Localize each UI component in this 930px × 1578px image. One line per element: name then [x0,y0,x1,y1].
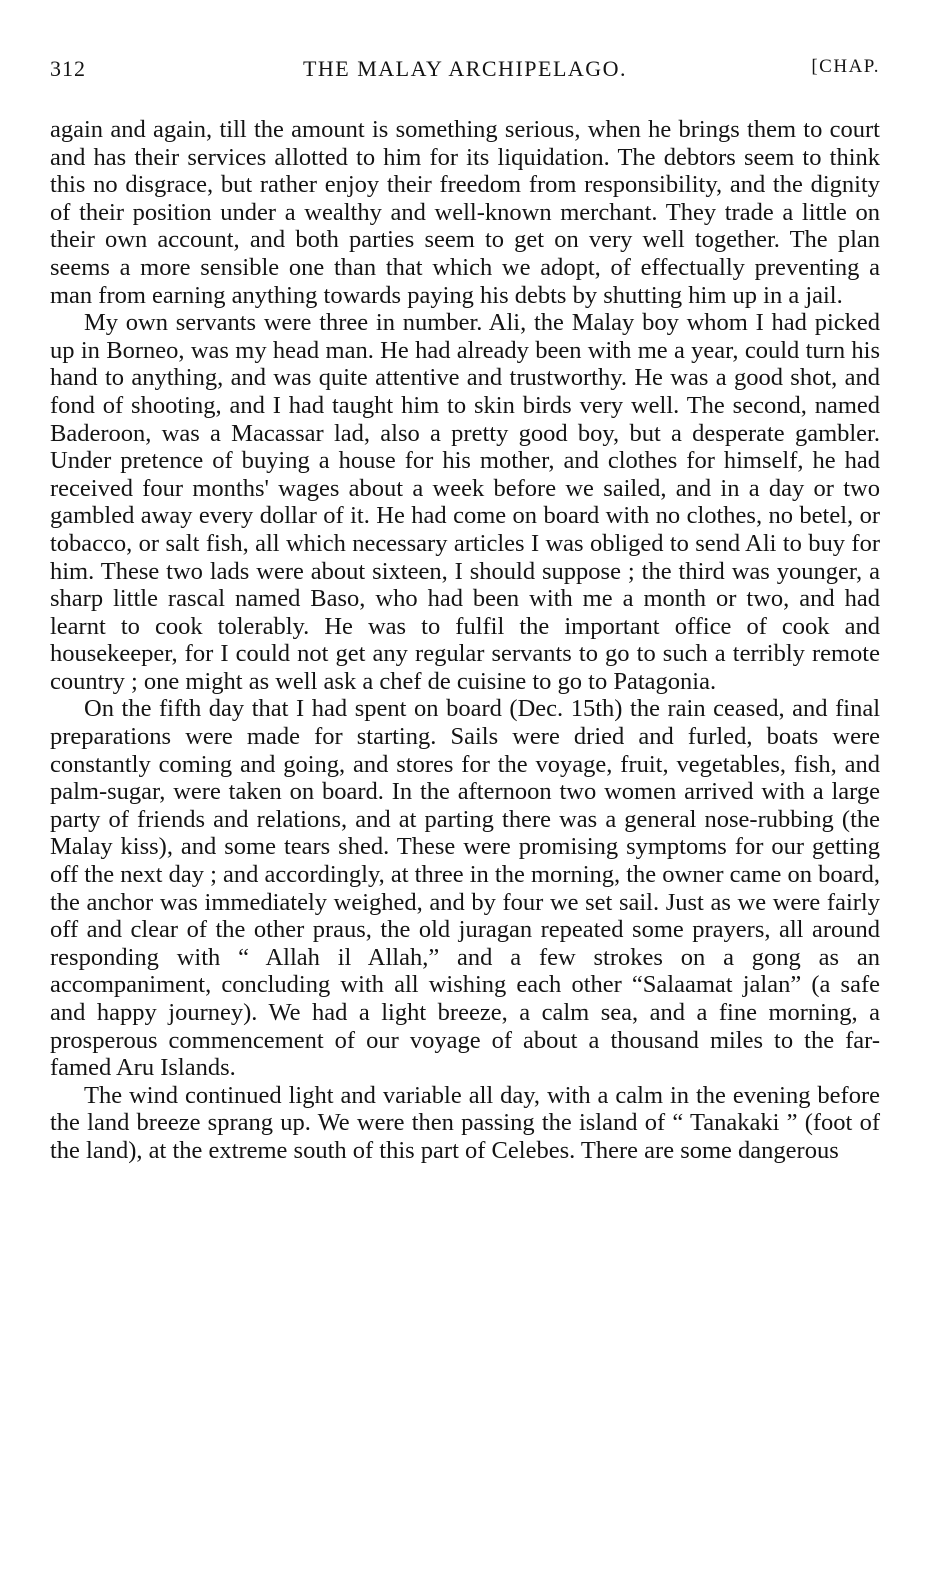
book-page [50,44,880,1165]
paragraph-tanakaki: The wind continued light and variable all day, with a calm in the evening before the land breeze sprang up. We were then passing the island of “ Tanakaki ” (foot of the land), at the extreme south of this part of Celebes. There are some dangerous [50,1081,880,1164]
chapter-label: [CHAP. [811,56,880,77]
running-head [50,44,880,84]
page-number: 312 [50,56,86,81]
book-title: THE MALAY ARCHIPELAGO. [302,56,628,81]
paragraph-continuation: again and again, till the amount is something serious, when he brings them to court and has their services allotted to him for its liquidation. The debtors seem to think this no disgrace, but rather enjoy their freedom from responsibility, and the dignity of their position under a wealthy and well-known merchant. They trade a little on their own account, and both parties seem to get on very well together. The plan seems a more sensible one than that which we adopt, of effectually preventing a man from earning anything towards paying his debts by shutting him up in a jail. [50,116,880,309]
paragraph-servants: My own servants were three in number. Ali, the Malay boy whom I had picked up in Borneo, was my head man. He had already been with me a year, could turn his hand to anything, and was quite attentive and trustworthy. He was a good shot, and fond of shooting, and I had taught him to skin birds very well. The second, named Baderoon, was a Macassar lad, also a pretty good boy, but a desperate gambler. Under pretence of buying a house for his mother, and clothes for himself, he had received four months' wages about a week before we sailed, and in a day or two gambled away every dollar of it. He had come on board with no clothes, no betel, or tobacco, or salt fish, all which necessary articles I was obliged to send Ali to buy for him. These two lads were about sixteen, I should suppose ; the third was younger, a sharp little rascal named Baso, who had been with me a month or two, and had learnt to cook tolerably. He was to fulfil the important office of cook and housekeeper, for I could not get any regular servants to go to such a terribly remote country ; one might as well ask a chef de cuisine to go to Patagonia. [50,309,880,695]
paragraph-departure: On the fifth day that I had spent on board (Dec. 15th) the rain ceased, and final preparations were made for starting. Sails were dried and furled, boats were constantly coming and going, and stores for the voyage, fruit, vegetables, fish, and palm-sugar, were taken on board. In the afternoon two women arrived with a large party of friends and relations, and at parting there was a general nose-rubbing (the Malay kiss), and some tears shed. These were promising symptoms for our getting off the next day ; and accordingly, at three in the morning, the owner came on board, the anchor was immediately weighed, and by four we set sail. Just as we were fairly off and clear of the other praus, the old juragan repeated some prayers, all around responding with “ Allah il Allah,” and a few strokes on a gong as an accompaniment, concluding with all wishing each other “Salaamat jalan” (a safe and happy journey). We had a light breeze, a calm sea, and a fine morning, a prosperous commencement of our voyage of about a thousand miles to the far-famed Aru Islands. [50,695,880,1082]
body-text [50,116,880,1165]
